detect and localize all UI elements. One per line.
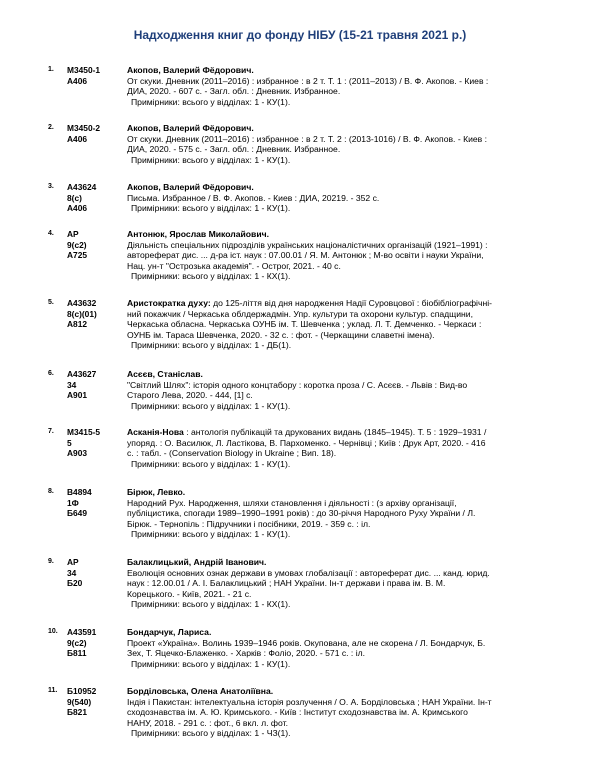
entry-line: с. : табл. - (Conservation Biology in Ukraine ; Вип. 18). xyxy=(127,448,337,459)
shelf-codes xyxy=(67,182,125,214)
entry-holdings: Примірники: всього у відділах: 1 - КУ(1). xyxy=(131,458,291,469)
entry-line xyxy=(127,298,567,309)
entry-line: Письма. Избранное / В. Ф. Акопов. - Киев : ДИА, 20219. - 352 с. xyxy=(127,192,380,203)
entry-holdings: Примірники: всього у відділах: 1 - ЧЗ(1). xyxy=(131,728,291,739)
shelf-code: 9(540) xyxy=(67,696,92,707)
entry-holdings: Примірники: всього у відділах: 1 - КУ(1). xyxy=(131,203,291,214)
shelf-code: АР xyxy=(67,557,79,567)
shelf-code: М3415-5 xyxy=(67,427,101,437)
entry-line: сходознавства ім. А. Ю. Кримського. - Київ : Інститут сходознавства ім. А. Кримського xyxy=(127,707,468,718)
entry-line-text: : антологія публікацій та друкованих видань (1845–1945). Т. 5 : 1929–1931 / xyxy=(186,427,487,437)
entry-line: автореферат дис. ... д-ра іст. наук : 07.00.01 / Я. М. Антонюк ; М-во освіти і науки України, xyxy=(127,250,484,261)
entry-holdings: Примірники: всього у відділах: 1 - КХ(1). xyxy=(131,271,291,282)
entry-author: Антонюк, Ярослав Миколайович. xyxy=(127,229,269,239)
entry-line: ДИА, 2020. - 607 с. - Загл. обл. : Дневник. Избранное. xyxy=(127,86,341,97)
shelf-code: 8(с)(01) xyxy=(67,308,97,319)
shelf-code: Б20 xyxy=(67,578,83,589)
entry-line: публіцистика, спогади 1989–1990–1991 років) : до 30-річчя Народного Руху України / Л. xyxy=(127,508,476,519)
entry-body xyxy=(127,182,567,214)
entry-holdings: Примірники: всього у відділах: 1 - КУ(1). xyxy=(131,96,291,107)
entry-line: Черкаська обласна. Черкаська ОУНБ ім. Т. Шевченка ; уклад. Л. Т. Демченко. - Черкаси : xyxy=(127,319,482,330)
entry-holdings: Примірники: всього у відділах: 1 - КУ(1). xyxy=(131,400,291,411)
shelf-code: А406 xyxy=(67,203,88,214)
entry-number: 9. xyxy=(48,558,54,565)
entry-body xyxy=(127,487,567,540)
entry-body xyxy=(127,427,567,469)
shelf-codes xyxy=(67,123,125,144)
entry-line: От скуки. Дневник (2011–2016) : избранное : в 2 т. Т. 1 : (2011–2013) / В. Ф. Акопов. - Киев : xyxy=(127,75,489,86)
entry-body xyxy=(127,65,567,107)
entry-number: 4. xyxy=(48,230,54,237)
entry-line: Бірюк. - Тернопіль : Підручники і посібники, 2019. - 359 с. : іл. xyxy=(127,518,371,529)
shelf-code: Б811 xyxy=(67,648,87,659)
shelf-code: 9(с2) xyxy=(67,239,87,250)
shelf-codes xyxy=(67,427,125,459)
entry-line: Діяльність спеціальних підрозділів українських націоналістичних організацій (1921–1991) : xyxy=(127,239,488,250)
entry-number: 3. xyxy=(48,183,54,190)
entry-line-text: до 125-ліття від дня народження Надії Суровцової : біобібліографічні- xyxy=(213,298,492,308)
entry-line: ДИА, 2020. - 575 с. - Загл. обл. : Дневник. Избранное. xyxy=(127,144,341,155)
shelf-code: 5 xyxy=(67,437,72,448)
shelf-code: 34 xyxy=(67,567,77,578)
entry-body xyxy=(127,557,567,610)
entry-number: 6. xyxy=(48,370,54,377)
entry-number: 5. xyxy=(48,299,54,306)
entry-author: Акопов, Валерий Фёдорович. xyxy=(127,182,254,192)
entry-line: Народний Рух. Народження, шляхи становлення і діяльності : (з архіву організації, xyxy=(127,497,457,508)
shelf-code: 9(с2) xyxy=(67,637,87,648)
entry-lead-title: Асканія-Нова xyxy=(127,427,184,437)
entry-holdings: Примірники: всього у відділах: 1 - КУ(1). xyxy=(131,529,291,540)
shelf-code: М3450-2 xyxy=(67,123,101,133)
shelf-code: 1Ф xyxy=(67,497,79,508)
entry-number: 10. xyxy=(48,628,58,635)
entry-line: ний покажчик / Черкаська облдержадмін. Упр. культури та охорони культур. спадщини, xyxy=(127,308,473,319)
shelf-codes xyxy=(67,487,125,519)
entry-body xyxy=(127,627,567,669)
entry-number: 8. xyxy=(48,488,54,495)
shelf-codes xyxy=(67,557,125,589)
entry-line xyxy=(127,427,567,438)
shelf-code: 8(с) xyxy=(67,192,82,203)
shelf-code: А901 xyxy=(67,390,88,401)
shelf-code: А812 xyxy=(67,319,88,330)
shelf-codes xyxy=(67,298,125,330)
shelf-codes xyxy=(67,627,125,659)
shelf-code: Б10952 xyxy=(67,686,97,696)
entry-line: Корецького. - Київ, 2021. - 21 с. xyxy=(127,588,252,599)
entry-line: Проект «Україна». Волинь 1939–1946 років. Окупована, але не скорена / Л. Бондарчук, Б. xyxy=(127,637,486,648)
entry-author: Бірюк, Левко. xyxy=(127,487,186,497)
entry-holdings: Примірники: всього у відділах: 1 - ДБ(1). xyxy=(131,340,292,351)
shelf-code: М3450-1 xyxy=(67,65,101,75)
entry-line: От скуки. Дневник (2011–2016) : избранное : в 2 т. Т. 2 : (2013-1016) / В. Ф. Акопов. - Киев : xyxy=(127,133,488,144)
entry-line: Індія і Пакистан: інтелектуальна історія розлучення / О. А. Борділовська ; НАН України. Ін-т xyxy=(127,696,492,707)
shelf-code: А406 xyxy=(67,133,88,144)
entry-lead-title: Аристократка духу: xyxy=(127,298,211,308)
entry-author: Акопов, Валерий Фёдорович. xyxy=(127,123,254,133)
shelf-code: АР xyxy=(67,229,79,239)
shelf-code: А43591 xyxy=(67,627,97,637)
shelf-codes xyxy=(67,686,125,718)
entry-body xyxy=(127,369,567,411)
entry-line: Нац. ун-т "Острозька академія". - Острог, 2021. - 40 с. xyxy=(127,260,341,271)
entry-line: Старого Лева, 2020. - 444, [1] с. xyxy=(127,390,253,401)
shelf-code: 34 xyxy=(67,379,77,390)
shelf-code: Б821 xyxy=(67,707,87,718)
entry-number: 2. xyxy=(48,124,54,131)
entry-author: Балаклицький, Андрій Іванович. xyxy=(127,557,267,567)
entry-holdings: Примірники: всього у відділах: 1 - КУ(1). xyxy=(131,658,291,669)
entry-author: Борділовська, Олена Анатоліївна. xyxy=(127,686,274,696)
shelf-code: Б649 xyxy=(67,508,87,519)
shelf-code: А43632 xyxy=(67,298,97,308)
entry-author: Акопов, Валерий Фёдорович. xyxy=(127,65,254,75)
shelf-code: А43624 xyxy=(67,182,97,192)
entry-number: 11. xyxy=(48,687,58,694)
entry-body xyxy=(127,229,567,282)
entry-body xyxy=(127,123,567,165)
entry-number: 1. xyxy=(48,66,54,73)
entry-line: ОУНБ ім. Тараса Шевченка, 2020. - 32 с. : фот. - (Черкащини славетні імена). xyxy=(127,329,435,340)
shelf-codes xyxy=(67,369,125,401)
shelf-code: А43627 xyxy=(67,369,97,379)
entry-author: Асєєв, Станіслав. xyxy=(127,369,203,379)
entry-line: упоряд. : О. Василюк, Л. Ластікова, В. Пархоменко. - Чернівці ; Київ : Друк Арт, 2020. - 416 xyxy=(127,437,486,448)
entry-author: Бондарчук, Лариса. xyxy=(127,627,212,637)
shelf-code: А903 xyxy=(67,448,88,459)
entry-line: НАНУ, 2018. - 291 с. : фот., 6 вкл. л. фот. xyxy=(127,717,288,728)
entry-line: Зех, Т. Яцечко-Блаженко. - Харків : Фоліо, 2020. - 571 с. : іл. xyxy=(127,648,366,659)
entry-line: "Світлий Шлях": історія одного концтабору : коротка проза / С. Асєєв. - Львів : Вид-во xyxy=(127,379,468,390)
entry-holdings: Примірники: всього у відділах: 1 - КУ(1). xyxy=(131,154,291,165)
shelf-code: А406 xyxy=(67,75,88,86)
page-title: Надходження книг до фонду НІБУ (15-21 травня 2021 р.) xyxy=(133,28,467,42)
shelf-code: А725 xyxy=(67,250,88,261)
shelf-code: В4894 xyxy=(67,487,92,497)
shelf-codes xyxy=(67,65,125,86)
shelf-codes xyxy=(67,229,125,261)
entry-line: наук : 12.00.01 / А. І. Балаклицький ; НАН України. Ін-т держави і права ім. В. М. xyxy=(127,578,446,589)
entry-line: Еволюція основних ознак держави в умовах глобалізації : автореферат дис. ... канд. юрид. xyxy=(127,567,490,578)
entry-holdings: Примірники: всього у відділах: 1 - КХ(1). xyxy=(131,599,291,610)
entry-body xyxy=(127,298,567,351)
entry-body xyxy=(127,686,567,739)
entry-number: 7. xyxy=(48,428,54,435)
